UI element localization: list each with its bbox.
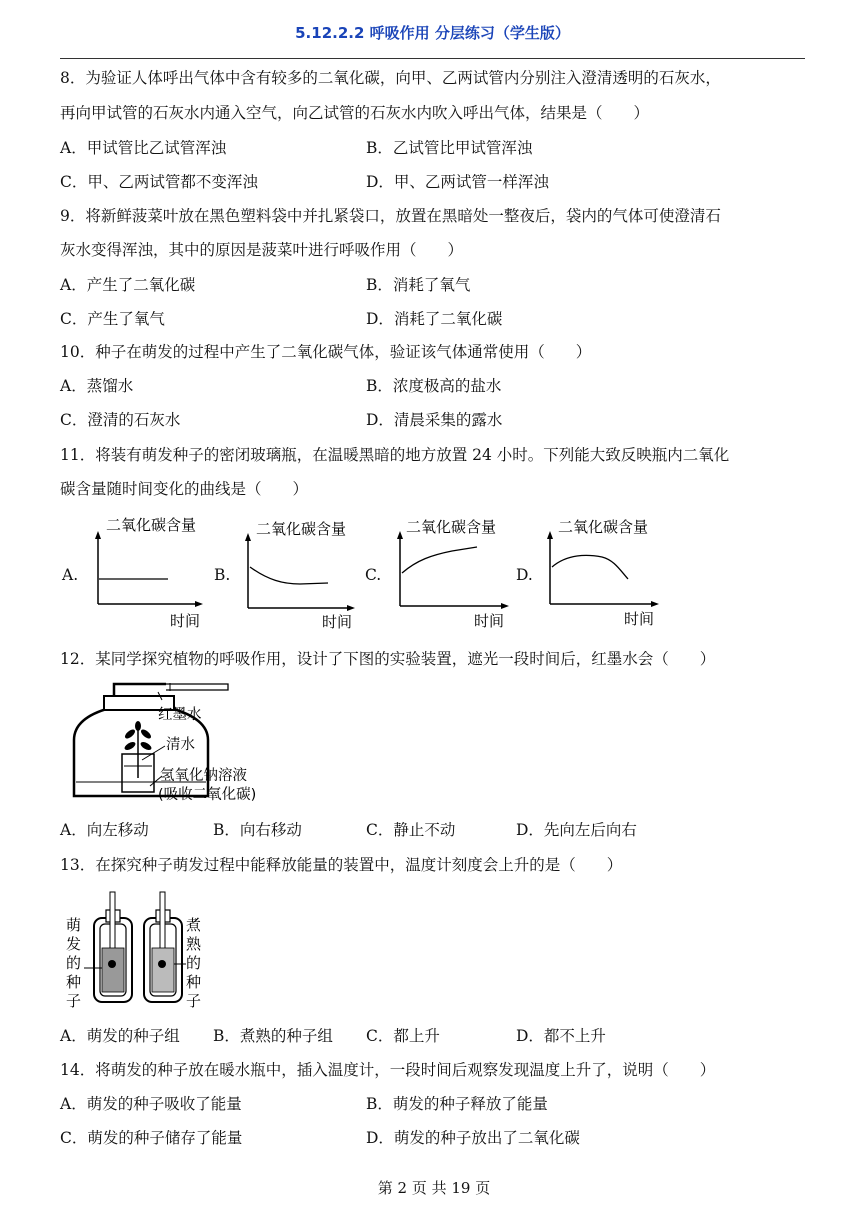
q11-graph-a xyxy=(86,512,206,632)
q11-option-a-label: A. xyxy=(62,566,79,584)
label-germinating-seeds-vertical-char: 种 xyxy=(66,973,82,991)
label-boiled-seeds-vertical-char: 种 xyxy=(186,973,202,991)
graph-a-xlabel: 时间 xyxy=(170,612,201,630)
q13-option-c: C．都上升 xyxy=(366,1027,440,1045)
q8-option-c: C．甲、乙两试管都不变浑浊 xyxy=(60,173,258,191)
q12-option-d: D．先向左后向右 xyxy=(516,821,637,839)
thermos-left xyxy=(94,892,132,1002)
graph-b-xlabel: 时间 xyxy=(322,613,353,631)
q11-option-b-label: B. xyxy=(214,566,231,584)
q8-option-b: B．乙试管比甲试管浑浊 xyxy=(366,139,533,157)
q8-stem-line1: 8．为验证人体呼出气体中含有较多的二氧化碳，向甲、乙两试管内分别注入澄清透明的石灰水， xyxy=(60,69,721,87)
q14-option-d: D．萌发的种子放出了二氧化碳 xyxy=(366,1129,580,1147)
label-germinating-seeds-vertical-char: 发 xyxy=(66,935,82,953)
q13-stem-line1: 13．在探究种子萌发过程中能释放能量的装置中，温度计刻度会上升的是（ ） xyxy=(60,856,623,874)
q11-option-c-label: C. xyxy=(365,566,382,584)
label-clear-water: 清水 xyxy=(166,737,195,753)
label-boiled-seeds-vertical-char: 的 xyxy=(186,954,202,972)
q13-thermos-diagram xyxy=(62,888,212,1008)
page-footer: 第 2 页 共 19 页 xyxy=(377,1179,491,1197)
q11-graph-c xyxy=(392,510,517,632)
label-germinating-seeds-vertical xyxy=(66,916,81,1008)
plant-icon xyxy=(123,721,152,778)
label-germinating-seeds-vertical-char: 萌 xyxy=(66,916,82,934)
q9-option-a: A．产生了二氧化碳 xyxy=(60,276,196,294)
q10-option-b: B．浓度极高的盐水 xyxy=(366,377,502,395)
q11-stem-line2: 碳含量随时间变化的曲线是（ ） xyxy=(60,480,309,498)
q10-option-a: A．蒸馏水 xyxy=(60,377,134,395)
graph-c-xlabel: 时间 xyxy=(474,612,505,630)
q8-option-a: A．甲试管比乙试管浑浊 xyxy=(60,139,227,157)
label-boiled-seeds-vertical-char: 煮 xyxy=(186,916,202,934)
q10-option-c: C．澄清的石灰水 xyxy=(60,411,181,429)
q11-option-d-label: D. xyxy=(516,566,533,584)
graph-c-ylabel: 二氧化碳含量 xyxy=(406,518,497,536)
q13-option-a: A．萌发的种子组 xyxy=(60,1027,180,1045)
q11-stem-line1: 11．将装有萌发种子的密闭玻璃瓶，在温暖黑暗的地方放置 24 小时。下列能大致反映瓶内二氧化 xyxy=(60,446,730,464)
label-red-ink: 红墨水 xyxy=(158,707,202,723)
label-absorb-co2: (吸收二氧化碳) xyxy=(158,787,257,803)
q9-option-b: B．消耗了氧气 xyxy=(366,276,471,294)
q11-graph-d xyxy=(542,512,667,632)
q10-option-d: D．清晨采集的露水 xyxy=(366,411,503,429)
graph-a-ylabel: 二氧化碳含量 xyxy=(106,516,197,534)
q14-option-a: A．萌发的种子吸收了能量 xyxy=(60,1095,242,1113)
q8-option-d: D．甲、乙两试管一样浑浊 xyxy=(366,173,549,191)
page-header: 5.12.2.2 呼吸作用 分层练习（学生版） xyxy=(295,24,570,42)
thermos-right xyxy=(144,892,182,1002)
graph-d-curve xyxy=(552,555,628,579)
q8-stem-line2: 再向甲试管的石灰水内通入空气，向乙试管的石灰水内吹入呼出气体，结果是（ ） xyxy=(60,104,650,122)
q13-option-d: D．都不上升 xyxy=(516,1027,606,1045)
label-boiled-seeds-vertical-char: 熟 xyxy=(186,935,202,953)
q9-option-d: D．消耗了二氧化碳 xyxy=(366,310,503,328)
header-rule xyxy=(60,58,805,59)
q14-option-b: B．萌发的种子释放了能量 xyxy=(366,1095,548,1113)
q12-stem-line1: 12．某同学探究植物的呼吸作用，设计了下图的实验装置，遮光一段时间后，红墨水会（ ） xyxy=(60,650,716,668)
q9-stem-line2: 灰水变得浑浊，其中的原因是菠菜叶进行呼吸作用（ ） xyxy=(60,241,464,259)
graph-b-curve xyxy=(250,567,328,584)
q10-stem-line1: 10．种子在萌发的过程中产生了二氧化碳气体，验证该气体通常使用（ ） xyxy=(60,343,592,361)
q11-graph-b xyxy=(238,512,363,632)
graph-c-curve xyxy=(402,547,477,573)
q12-option-a: A．向左移动 xyxy=(60,821,149,839)
label-germinating-seeds-vertical-char: 子 xyxy=(66,992,82,1008)
q12-option-b: B．向右移动 xyxy=(213,821,302,839)
q12-option-c: C．静止不动 xyxy=(366,821,456,839)
q14-option-c: C．萌发的种子储存了能量 xyxy=(60,1129,243,1147)
q12-apparatus-diagram xyxy=(70,678,300,808)
glass-tube xyxy=(166,684,228,690)
q13-option-b: B．煮熟的种子组 xyxy=(213,1027,333,1045)
graph-b-ylabel: 二氧化碳含量 xyxy=(256,520,347,538)
label-naoh: 氢氧化钠溶液 xyxy=(160,768,247,784)
q9-stem-line1: 9．将新鲜菠菜叶放在黑色塑料袋中并扎紧袋口，放置在黑暗处一整夜后，袋内的气体可使澄清石 xyxy=(60,207,721,225)
label-boiled-seeds-vertical xyxy=(186,916,202,1008)
graph-d-ylabel: 二氧化碳含量 xyxy=(558,518,649,536)
label-germinating-seeds-vertical-char: 的 xyxy=(66,954,82,972)
graph-d-xlabel: 时间 xyxy=(624,610,655,628)
q9-option-c: C．产生了氧气 xyxy=(60,310,165,328)
q14-stem-line1: 14．将萌发的种子放在暖水瓶中，插入温度计，一段时间后观察发现温度上升了，说明（ ） xyxy=(60,1061,716,1079)
label-boiled-seeds-vertical-char: 子 xyxy=(186,992,202,1008)
